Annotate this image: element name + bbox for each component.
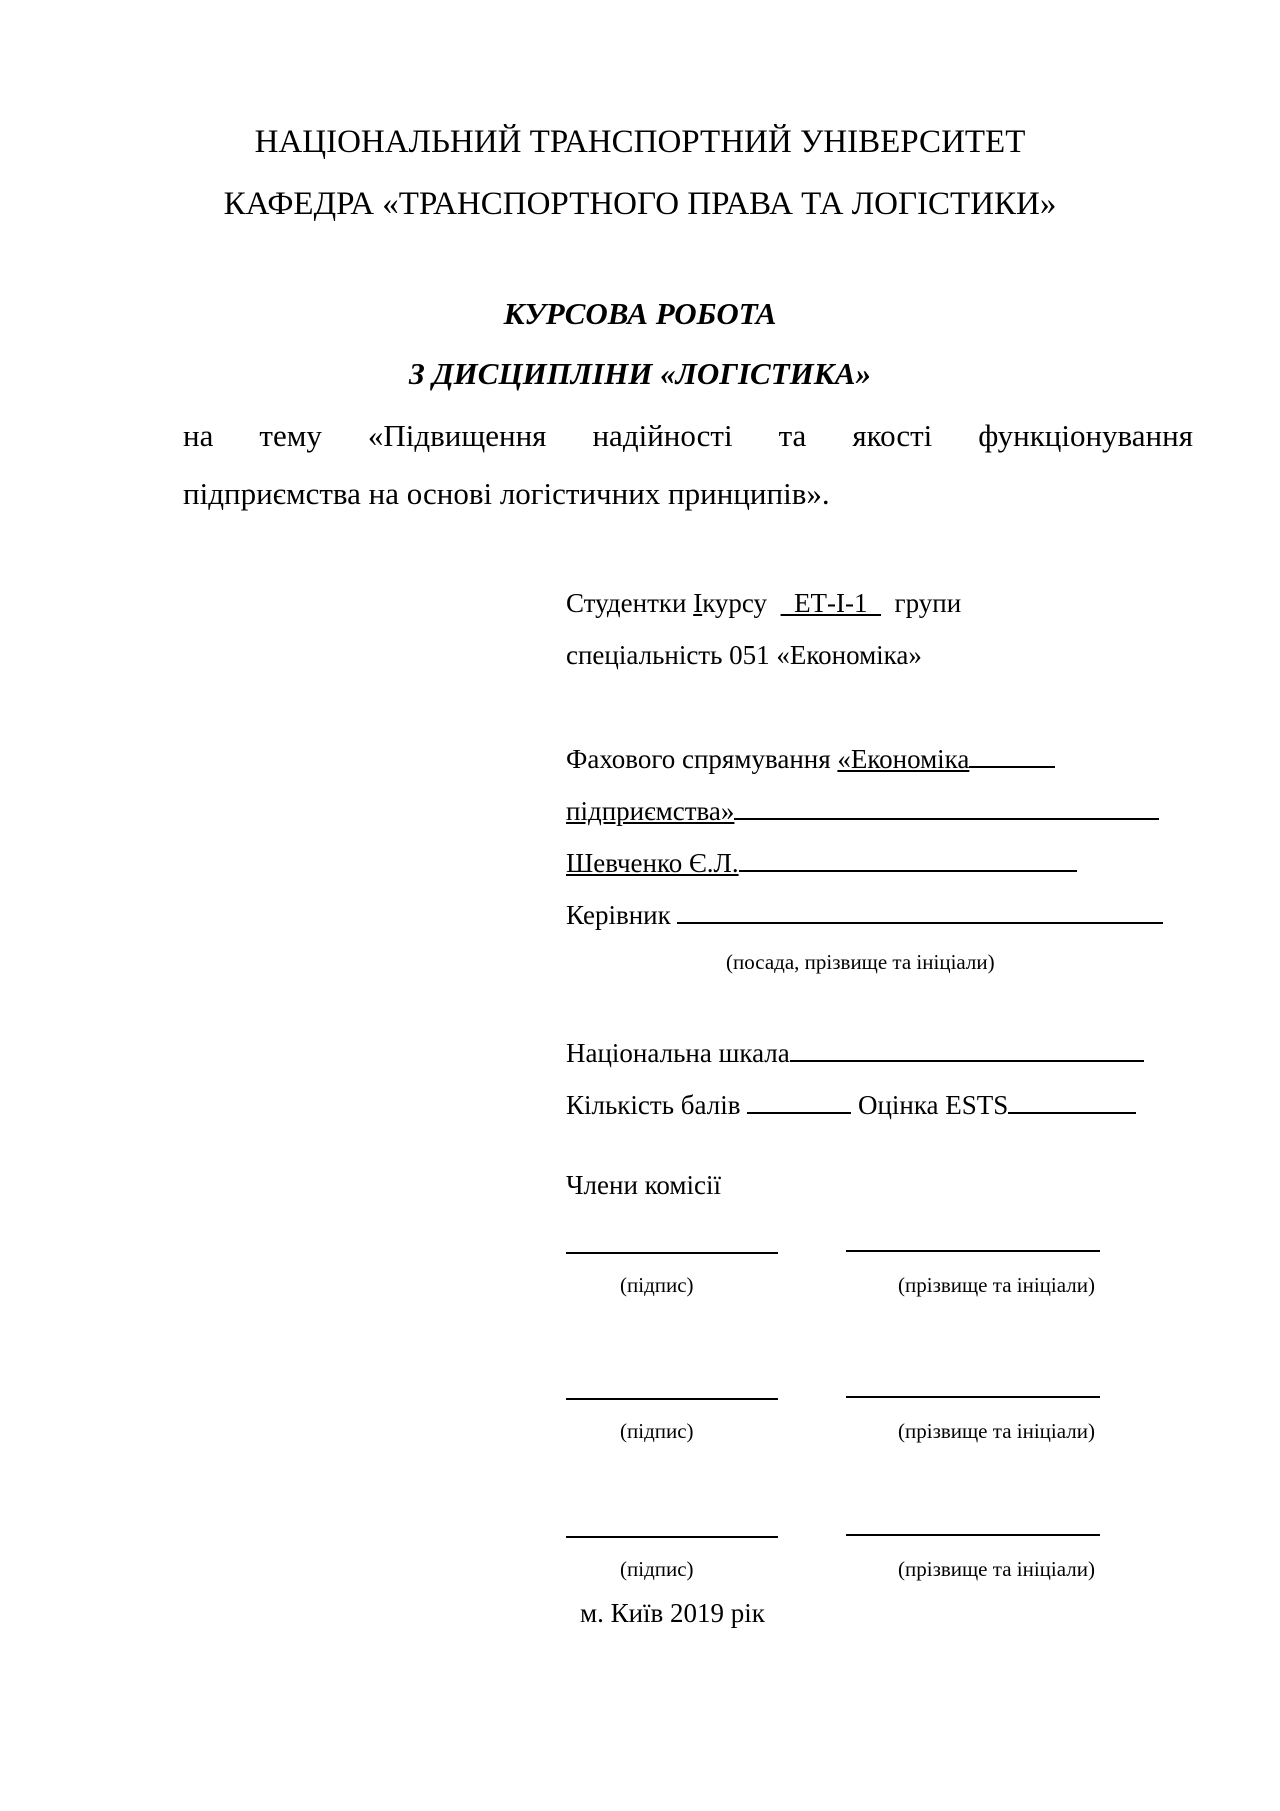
name-hint: (прізвище та ініціали): [898, 1419, 1095, 1443]
blank-line: [969, 765, 1055, 768]
topic-word: функціонування: [978, 418, 1193, 453]
topic-line-1: [183, 420, 1193, 451]
sign-hint: (підпис): [620, 1557, 694, 1581]
commission-label: Члени комісії: [566, 1170, 721, 1200]
name-hint: (прізвище та ініціали): [898, 1557, 1095, 1581]
blank-line: [739, 869, 1077, 872]
name-line: [846, 1534, 1100, 1536]
name-line: [846, 1396, 1100, 1398]
city-year: м. Київ 2019 рік: [580, 1598, 765, 1628]
supervisor-hint: (посада, прізвище та ініціали): [726, 950, 995, 974]
signature-line: [566, 1536, 778, 1538]
sign-hint: (підпис): [620, 1419, 694, 1443]
field-of-study-cont: підприємства»: [566, 798, 1159, 825]
department-name: КАФЕДРА «ТРАНСПОРТНОГО ПРАВА ТА ЛОГІСТИКИ»: [223, 186, 1057, 222]
specialty: спеціальність 051 «Економіка»: [566, 640, 922, 670]
university-name: НАЦІОНАЛЬНИЙ ТРАНСПОРТНИЙ УНІВЕРСИТЕТ: [254, 124, 1026, 160]
national-scale: Національна шкала: [566, 1040, 1144, 1067]
supervisor: Керівник: [566, 902, 1163, 929]
topic-word: та: [778, 418, 807, 453]
blank-line: [734, 817, 1159, 820]
blank-line: [677, 921, 1163, 924]
course-value: I: [693, 588, 703, 618]
discipline-title: З ДИСЦИПЛІНИ «ЛОГІСТИКА»: [408, 356, 871, 391]
student-name: Шевченко Є.Л.: [566, 850, 1077, 877]
points-and-grade: Кількість балів Оцінка ESTS: [566, 1092, 1136, 1119]
topic-line-2: підприємства на основі логістичних принципів».: [183, 476, 830, 511]
blank-line: [1008, 1111, 1136, 1114]
group-value: ЕТ-І-1: [780, 588, 882, 618]
topic-word: якості: [852, 418, 933, 453]
field-of-study: Фахового спрямування «Економіка: [566, 746, 1055, 773]
blank-line: [790, 1059, 1144, 1062]
signature-line: [566, 1252, 778, 1254]
topic-word: тему: [259, 418, 322, 453]
topic-word: «Підвищення: [367, 418, 547, 453]
name-line: [846, 1250, 1100, 1252]
student-course-group: Студентки Iкурсу ЕТ-І-1 групи: [566, 588, 962, 618]
name-hint: (прізвище та ініціали): [898, 1273, 1095, 1297]
sign-hint: (підпис): [620, 1273, 694, 1297]
field-value: «Економіка: [837, 744, 970, 774]
topic-word: надійності: [592, 418, 733, 453]
blank-line: [747, 1111, 851, 1114]
signature-line: [566, 1398, 778, 1400]
work-type-title: КУРСОВА РОБОТА: [503, 296, 777, 331]
topic-word: на: [183, 418, 214, 453]
